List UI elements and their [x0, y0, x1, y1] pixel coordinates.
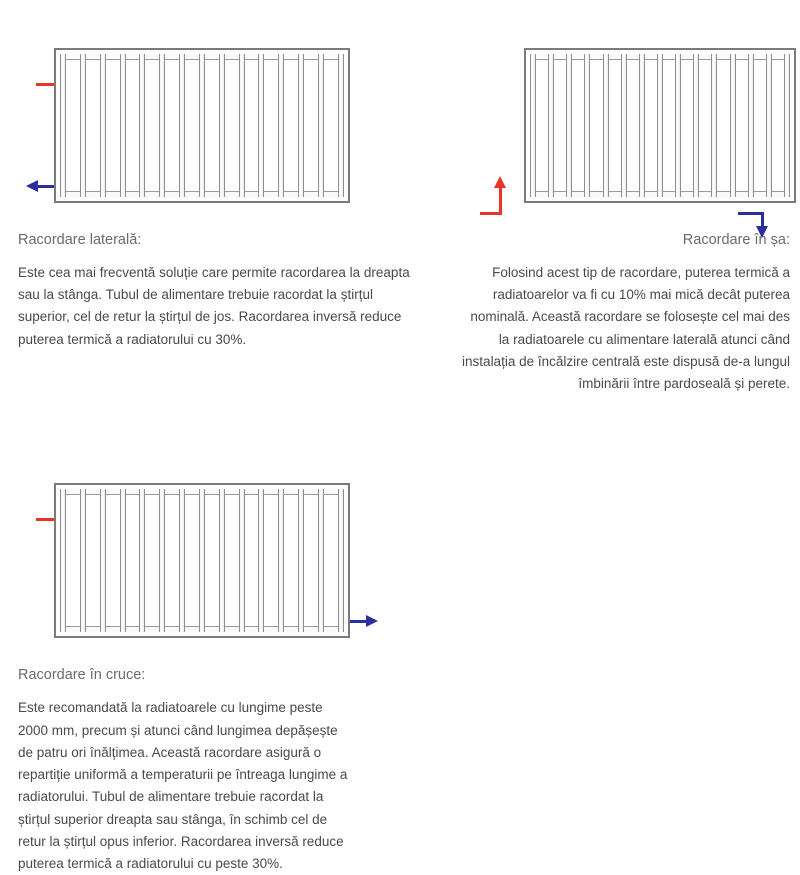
radiator-body-saddle: [524, 48, 796, 203]
figure-lateral: [18, 20, 412, 215]
radiator-body-cross: [54, 483, 350, 638]
description-saddle: Folosind acest tip de racordare, puterea termică a radiatoarelor va fi cu 10% mai mică decât puterea nominală. Această racordare se folosește cel mai des la radiatoarele cu alimentare laterală atunci când instalația de încălzire centrală este dispusă de-a lungul îmbinării între pardoseală și perete.: [462, 264, 790, 392]
figure-cross: [18, 455, 412, 650]
radiator-body-lateral: [54, 48, 350, 203]
caption-lateral: Racordare laterală:: [18, 232, 142, 248]
figure-saddle: [458, 20, 790, 215]
description-lateral: Este cea mai frecventă soluție care permite racordarea la dreapta sau la stânga. Tubul de alimentare trebuie racordat la știrțul superior, cel de retur la știrțul de jos. Racordarea inversă reduce puterea termică a radiatorului cu 30%.: [18, 264, 410, 347]
panel-empty: [440, 395, 800, 875]
caption-cross: Racordare în cruce:: [18, 667, 146, 684]
panel-saddle: [440, 0, 800, 395]
radiator-fins: [60, 54, 344, 197]
caption-saddle: Racordare în șa:: [682, 232, 790, 248]
radiator-fins: [60, 489, 344, 632]
radiator-fins: [530, 54, 790, 197]
panel-cross: [0, 395, 440, 875]
inlet-arrow-saddle: [480, 180, 528, 216]
description-cross: Este recomandată la radiatoarele cu lungime peste 2000 mm, precum și atunci când lungimea depășește de patru ori înălțimea. Această racordare asigură o repartiție uniformă a temperaturii pe întreaga lungime a radiatorului. Tubul de alimentare trebuie racordat la știrțul superior dreapta sau stânga, în schimb cel de retur la știrțul opus inferior. Racordarea inversă reduce puterea termică a radiatorului cu peste 30%.: [18, 700, 348, 872]
panel-lateral: [0, 0, 440, 395]
